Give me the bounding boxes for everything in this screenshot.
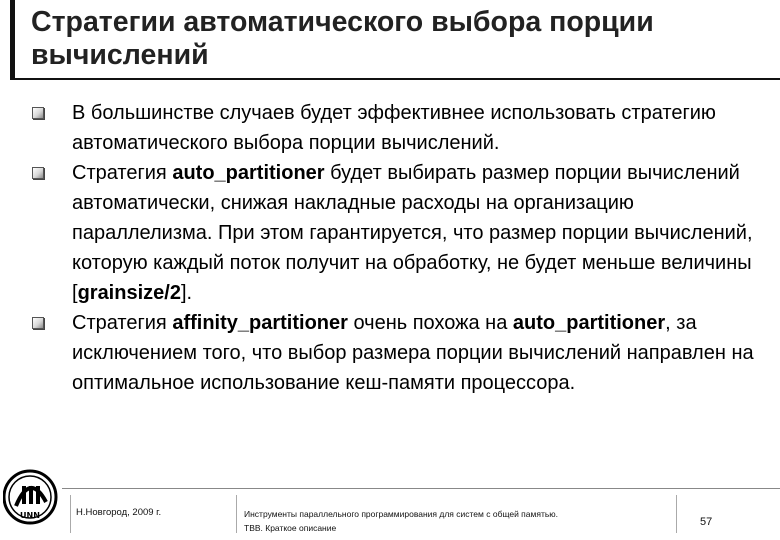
bullet-text: В большинстве случаев будет эффективнее использовать стратегию автоматического выбора порции вычислений. bbox=[72, 102, 716, 154]
title-underline bbox=[10, 78, 780, 80]
logo-lettering: UNN bbox=[20, 511, 40, 520]
page-number: 57 bbox=[700, 516, 713, 528]
checkbox-bullet-icon bbox=[32, 317, 44, 329]
bullet-text: будет выбирать размер порции вычислений автоматически, снижая накладные расходы на организацию параллелизма. При этом гарантируется, что размер порции вычислений, которую каждый поток получит на обработку, не будет меньше величины [ bbox=[72, 162, 753, 304]
unn-logo-icon bbox=[3, 466, 63, 532]
checkbox-bullet-icon bbox=[32, 167, 44, 179]
bullet-item bbox=[30, 98, 770, 158]
footer-divider bbox=[62, 488, 780, 489]
bullet-list bbox=[30, 98, 770, 398]
code-term: grainsize/2 bbox=[77, 282, 181, 304]
bullet-text: Стратегия bbox=[72, 162, 173, 184]
bullet-item bbox=[30, 308, 770, 398]
slide-title: Стратегии автоматического выбора порции вычислений bbox=[31, 6, 654, 71]
bullet-text: Стратегия bbox=[72, 312, 173, 334]
code-term: auto_partitioner bbox=[172, 162, 325, 184]
bullet-text: , за исключением того, что выбор размера порции вычислений направлен на оптимальное использование кеш-памяти процессора. bbox=[72, 312, 754, 394]
code-term: affinity_partitioner bbox=[172, 312, 348, 334]
bullet-text: очень похожа на bbox=[347, 312, 513, 334]
footer-separator bbox=[70, 495, 71, 533]
unn-logo-graphic bbox=[3, 466, 63, 532]
code-term: auto_partitioner bbox=[512, 312, 666, 334]
footer-location-date: Н.Новгород, 2009 г. bbox=[76, 507, 162, 518]
slide-title-block bbox=[0, 0, 780, 86]
footer-course-title bbox=[244, 507, 664, 535]
footer-course-line1: Инструменты параллельного программирования для систем с общей памятью. bbox=[244, 509, 559, 519]
footer-course-line2: ТВВ. Краткое описание bbox=[244, 523, 337, 533]
checkbox-bullet-icon bbox=[32, 107, 44, 119]
title-accent-bar bbox=[10, 0, 15, 78]
bullet-text: ]. bbox=[180, 282, 193, 304]
footer-separator bbox=[676, 495, 677, 533]
footer-separator bbox=[236, 495, 237, 533]
bullet-item bbox=[30, 158, 770, 308]
